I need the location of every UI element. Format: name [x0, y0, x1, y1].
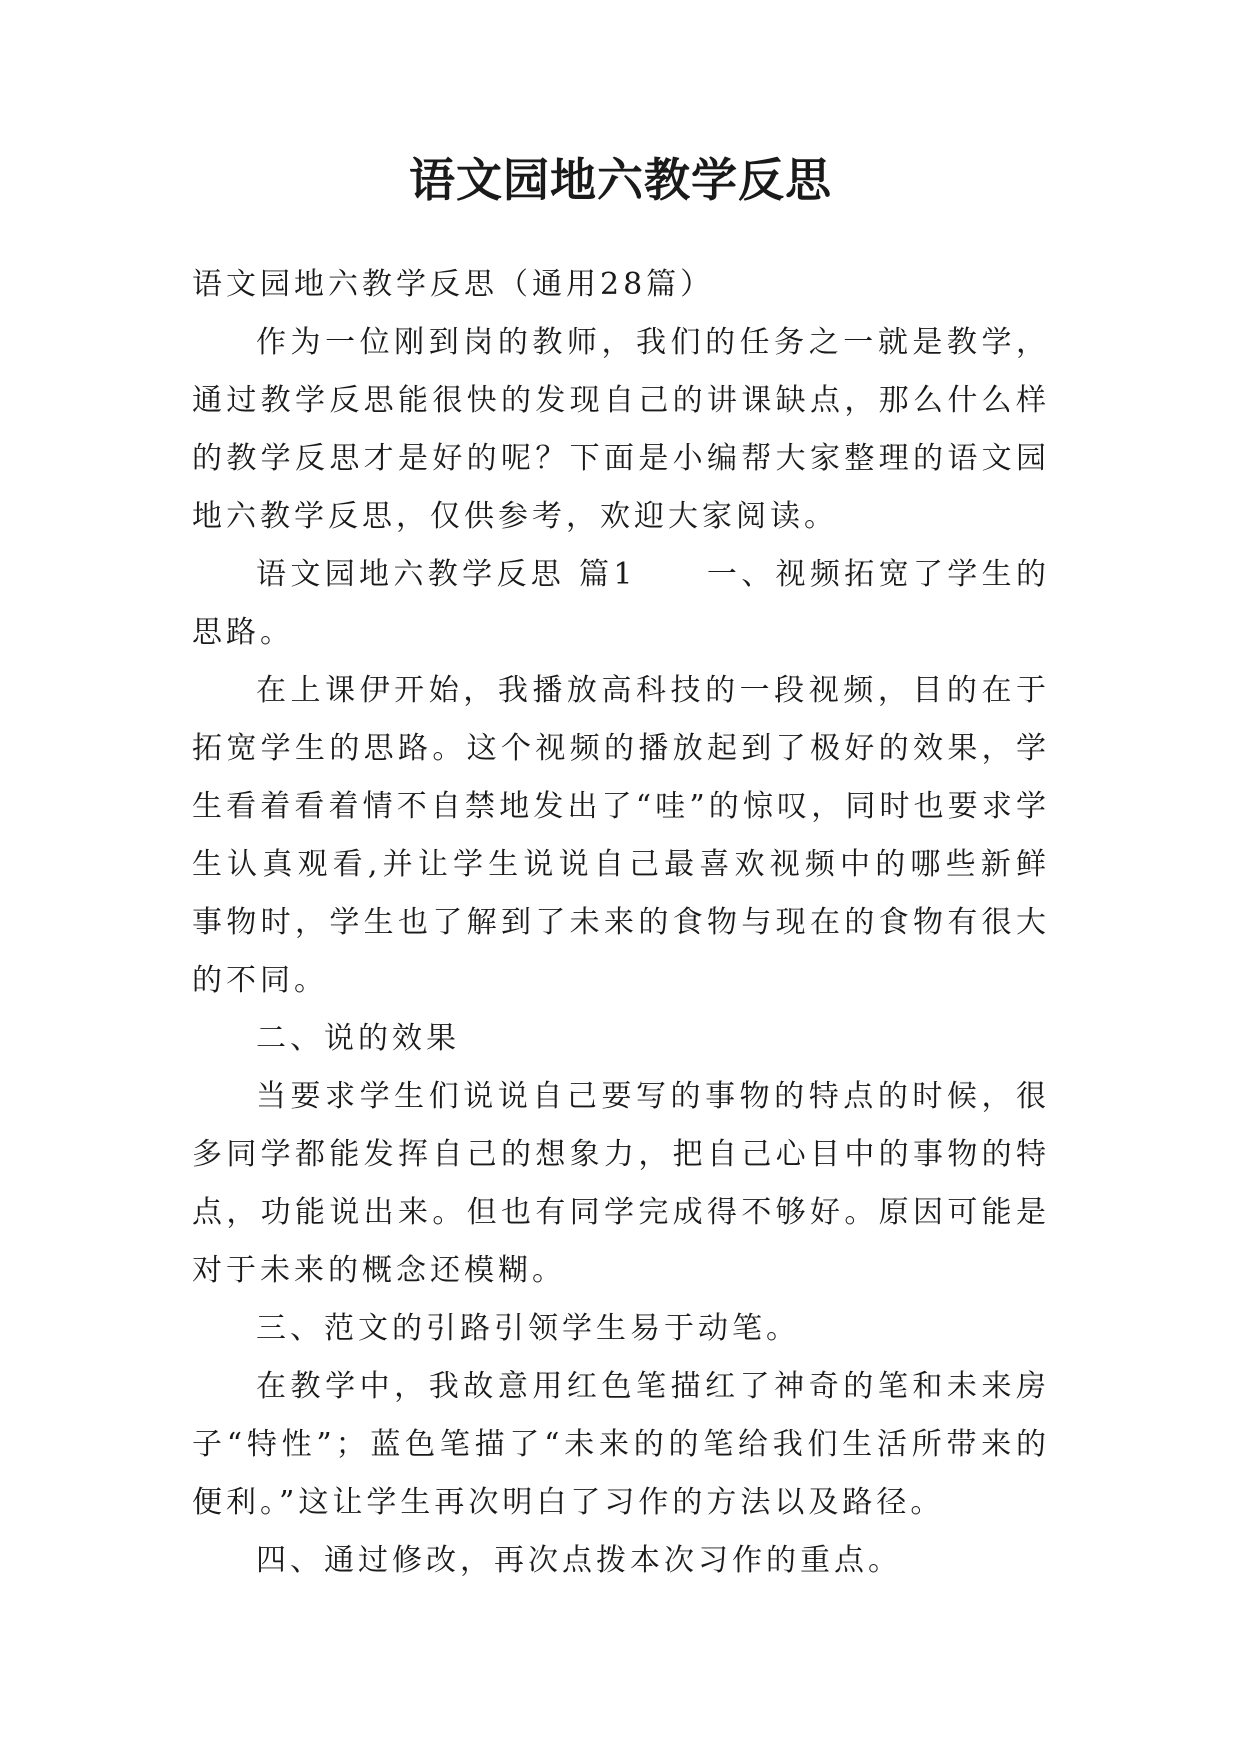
intro-paragraph: 作为一位刚到岗的教师，我们的任务之一就是教学，通过教学反思能很快的发现自己的讲课缺点，那么什么样的教学反思才是好的呢？下面是小编帮大家整理的语文园地六教学反思，仅供参考，欢迎大家阅读。 [192, 325, 1050, 534]
document-body [192, 256, 1050, 1590]
document-subtitle: 语文园地六教学反思（通用28篇） [192, 267, 715, 302]
document-title: 语文园地六教学反思 [409, 153, 832, 207]
point-4-heading: 四、通过修改，再次点拨本次习作的重点。 [256, 1543, 902, 1578]
point-2-paragraph: 当要求学生们说说自己要写的事物的特点的时候，很多同学都能发挥自己的想象力，把自己心目中的事物的特点，功能说出来。但也有同学完成得不够好。原因可能是对于未来的概念还模糊。 [192, 1079, 1050, 1288]
point-3-heading: 三、范文的引路引领学生易于动笔。 [256, 1311, 800, 1346]
point-3-paragraph: 在教学中，我故意用红色笔描红了神奇的笔和未来房子“特性”；蓝色笔描了“未来的的笔给我们生活所带来的便利。”这让学生再次明白了习作的方法以及路径。 [192, 1369, 1050, 1520]
section-1-paragraph [192, 546, 1050, 662]
point-2-heading: 二、说的效果 [256, 1021, 460, 1056]
section-heading: 语文园地六教学反思 篇1 [256, 557, 637, 592]
point-1-paragraph: 在上课伊开始，我播放高科技的一段视频，目的在于拓宽学生的思路。这个视频的播放起到了极好的效果，学生看着看着情不自禁地发出了“哇”的惊叹，同时也要求学生认真观看,并让学生说说自己最喜欢视频中的哪些新鲜事物时，学生也了解到了未来的食物与现在的食物有很大的不同。 [192, 673, 1050, 998]
point-1-heading: 一、视频拓宽了学生的思路。 [192, 557, 1051, 650]
